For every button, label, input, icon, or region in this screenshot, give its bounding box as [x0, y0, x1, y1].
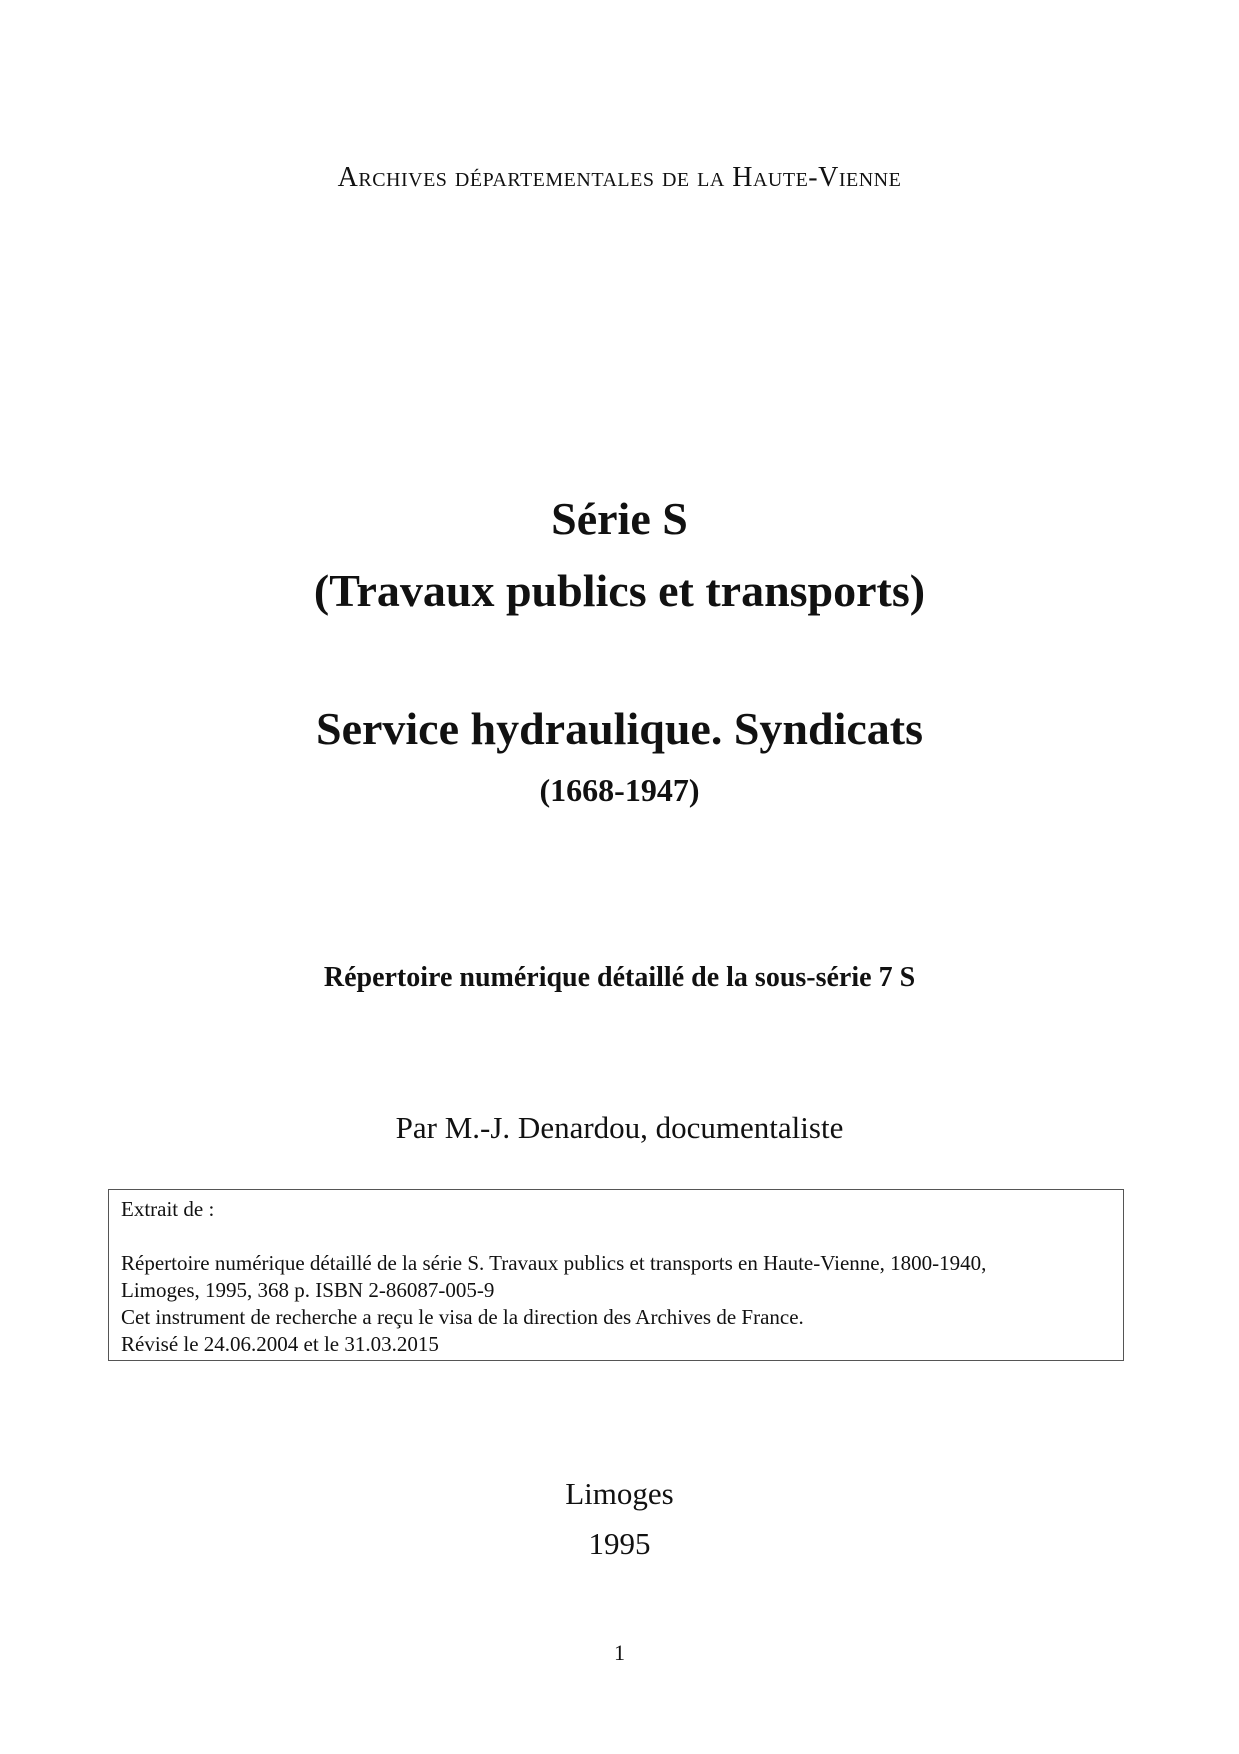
institution-header: Archives départementales de la Haute-Vienne — [337, 162, 902, 193]
publication-city: Limoges — [565, 1476, 674, 1511]
extract-line: Limoges, 1995, 368 p. ISBN 2-86087-005-9 — [121, 1278, 495, 1302]
author-line: Par M.-J. Denardou, documentaliste — [395, 1110, 844, 1145]
date-range: (1668-1947) — [539, 772, 700, 808]
extract-box — [108, 1189, 1124, 1361]
extract-spacer — [121, 1223, 1111, 1250]
extract-line: Répertoire numérique détaillé de la série S. Travaux publics et transports en Haute-Vienne, 1800-1940, — [121, 1251, 987, 1275]
repertoire-title: Répertoire numérique détaillé de la sous-série 7 S — [323, 962, 916, 993]
extract-line: Cet instrument de recherche a reçu le visa de la direction des Archives de France. — [121, 1305, 804, 1329]
serie-title: Série S — [551, 493, 688, 544]
extract-line: Révisé le 24.06.2004 et le 31.03.2015 — [121, 1332, 439, 1356]
extract-heading: Extrait de : — [121, 1197, 215, 1221]
page-number: 1 — [614, 1640, 625, 1665]
serie-subtitle: (Travaux publics et transports) — [313, 565, 926, 616]
publication-year: 1995 — [588, 1526, 651, 1561]
service-title: Service hydraulique. Syndicats — [315, 703, 923, 754]
